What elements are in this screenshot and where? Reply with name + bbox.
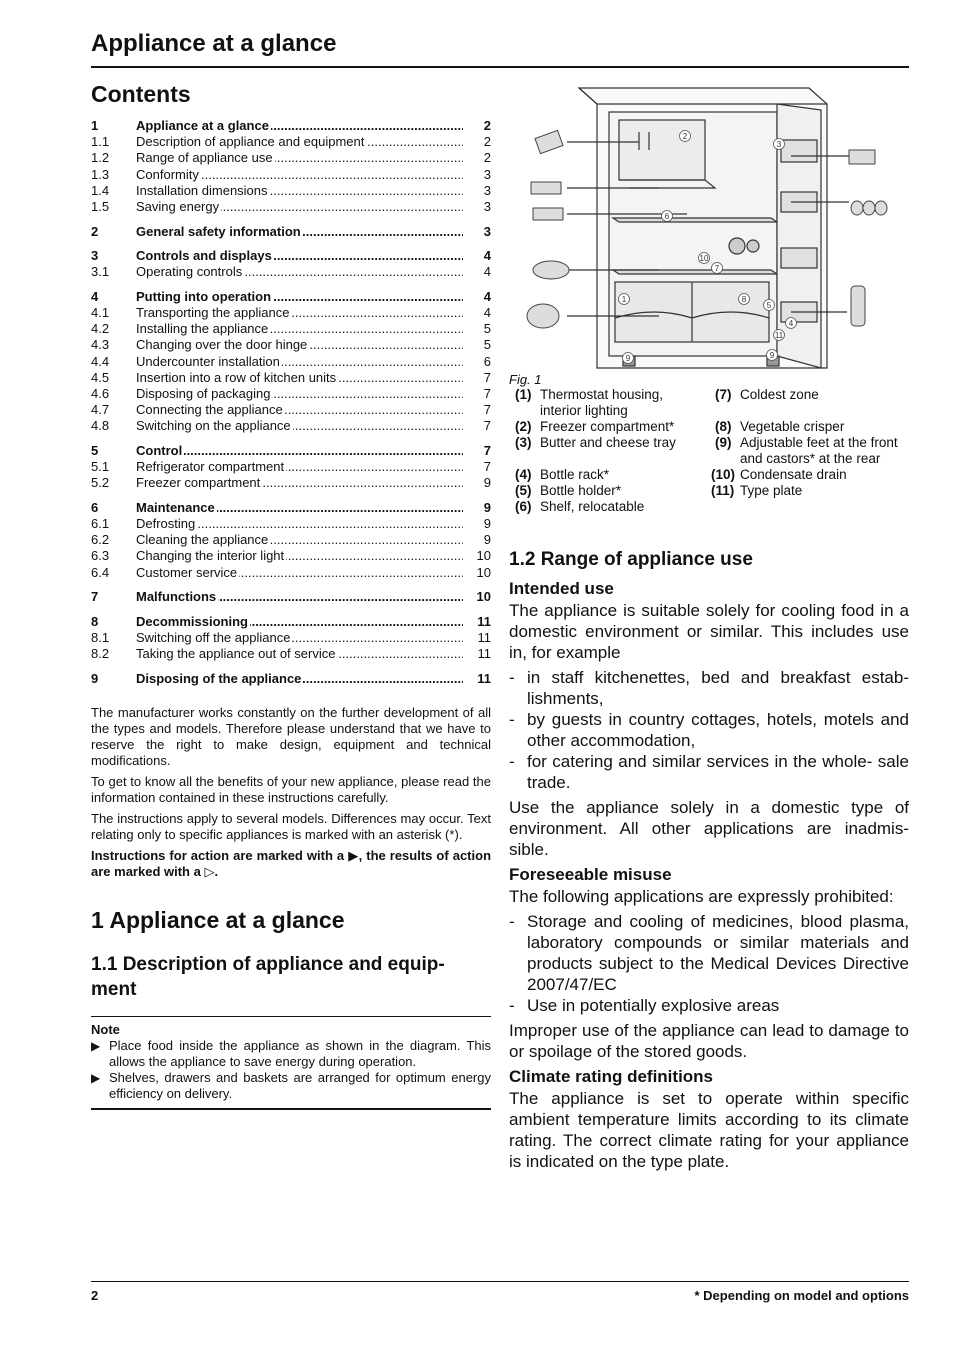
toc-page: 4 bbox=[483, 248, 491, 264]
legend-item bbox=[515, 483, 700, 499]
toc-number: 4.6 bbox=[91, 385, 110, 401]
toc-number: 1 bbox=[91, 118, 99, 133]
svg-text:1: 1 bbox=[621, 295, 627, 304]
list-item-text: Storage and cooling of medicines, blood plasma, laboratory compounds or similar materials and products subject to the Medical Devices Directive 2007/47/EC bbox=[527, 912, 909, 994]
toc-title bbox=[136, 118, 463, 134]
toc-title bbox=[136, 589, 463, 605]
legend-item bbox=[711, 467, 912, 483]
toc-title bbox=[136, 614, 463, 630]
toc-page: 10 bbox=[476, 589, 491, 605]
toc-page: 7 bbox=[483, 459, 491, 475]
toc-group-gap bbox=[91, 605, 491, 613]
toc-title bbox=[136, 183, 463, 199]
svg-text:9: 9 bbox=[625, 354, 631, 363]
toc-entry[interactable] bbox=[91, 248, 491, 264]
toc-entry[interactable] bbox=[91, 500, 491, 516]
toc-page: 7 bbox=[483, 369, 491, 385]
toc-number: 8.2 bbox=[91, 646, 110, 662]
legend-text: Coldest zone bbox=[740, 387, 819, 402]
legend-number: (6) bbox=[515, 499, 532, 514]
legend-number: (8) bbox=[715, 419, 732, 434]
toc-title-text: Control bbox=[136, 442, 183, 458]
toc-title bbox=[136, 500, 463, 516]
toc-title-text: Installation dimensions bbox=[136, 182, 268, 198]
callout-4 bbox=[786, 318, 797, 329]
toc-page: 5 bbox=[483, 337, 491, 353]
list-item: - for catering and similar services in the whole- sale trade. bbox=[509, 752, 909, 792]
legend-item bbox=[715, 419, 912, 435]
toc-number: 6.3 bbox=[91, 548, 110, 564]
toc-entry[interactable] bbox=[91, 134, 491, 150]
toc-title-text: Description of appliance and equipment bbox=[136, 134, 365, 150]
toc-number: 4.1 bbox=[91, 305, 110, 321]
toc-title bbox=[136, 224, 463, 240]
callout-6 bbox=[662, 211, 673, 222]
subsection-heading: 1.1 Description of appliance and equip- ment bbox=[91, 953, 445, 1000]
toc-number: 4.5 bbox=[91, 369, 110, 385]
list-item: - Use in potentially explosive areas bbox=[509, 995, 909, 1016]
action-triangle-icon: ▶ bbox=[348, 847, 359, 863]
toc-number: 6.4 bbox=[91, 564, 110, 580]
left-column bbox=[91, 80, 491, 1110]
legend-item bbox=[715, 387, 912, 403]
legend-text: Bottle holder* bbox=[540, 483, 622, 498]
toc-number: 8 bbox=[91, 613, 99, 629]
toc-entry[interactable] bbox=[91, 418, 491, 434]
misuse-paragraph: The following applications are expressly prohibited: bbox=[509, 887, 894, 906]
toc-title bbox=[136, 443, 463, 459]
toc-page: 3 bbox=[483, 166, 491, 182]
toc-number: 1.5 bbox=[91, 198, 110, 214]
note-item-text: Place food inside the appliance as shown in the diagram. This allows the appliance to save energy during operation. bbox=[109, 1037, 491, 1069]
legend-text: Type plate bbox=[740, 483, 803, 498]
toc-entry[interactable] bbox=[91, 167, 491, 183]
toc-number: 2 bbox=[91, 223, 99, 239]
list-item-text: in staff kitchenettes, bed and breakfast estab- lishments, bbox=[527, 668, 909, 708]
callout-8 bbox=[739, 294, 750, 305]
toc-title-text: Malfunctions bbox=[136, 589, 217, 605]
toc-page: 2 bbox=[483, 150, 491, 166]
legend-item bbox=[711, 483, 912, 499]
footer-note: * Depending on model and options bbox=[694, 1288, 909, 1303]
list-item-text: Use in potentially explosive areas bbox=[527, 996, 780, 1015]
legend-item bbox=[515, 435, 700, 451]
toc-title bbox=[136, 248, 463, 264]
fridge-illustration bbox=[509, 80, 909, 370]
section-heading: 1 Appliance at a glance bbox=[91, 906, 345, 933]
toc-entry[interactable] bbox=[91, 321, 491, 337]
toc-number: 1.3 bbox=[91, 166, 110, 182]
toc-number: 9 bbox=[91, 670, 99, 686]
svg-text:2: 2 bbox=[682, 132, 688, 141]
toc-number: 6 bbox=[91, 499, 99, 515]
toc-number: 6.1 bbox=[91, 516, 110, 532]
svg-text:3: 3 bbox=[776, 140, 782, 149]
intro-text bbox=[91, 705, 491, 880]
toc-number: 5 bbox=[91, 442, 99, 458]
legend-item bbox=[515, 499, 700, 515]
toc-page: 11 bbox=[477, 670, 491, 686]
toc-group-gap bbox=[91, 492, 491, 500]
callout-7 bbox=[712, 263, 723, 274]
toc-title-text: Taking the appliance out of service bbox=[136, 646, 336, 662]
toc-entry[interactable] bbox=[91, 548, 491, 564]
page-number: 2 bbox=[91, 1288, 99, 1303]
toc-page: 7 bbox=[483, 442, 491, 458]
toc-page: 10 bbox=[476, 548, 491, 564]
legend-number: (5) bbox=[515, 483, 532, 498]
toc-page: 4 bbox=[483, 264, 491, 280]
toc-title-text: Changing the interior light bbox=[136, 548, 285, 564]
toc-title-text: Switching off the appliance bbox=[136, 629, 291, 645]
toc-page: 11 bbox=[477, 629, 491, 645]
toc-title-text: Switching on the appliance bbox=[136, 418, 291, 434]
intro-paragraph: The manufacturer works constantly on the further development of all the types and models. Therefore please understand that we have to reserve the right to make design, equipment and technical modifications. bbox=[91, 704, 491, 768]
intended-use-paragraph: Use the appliance solely in a domestic type of environment. All other applications are inadmis- sible. bbox=[509, 798, 909, 859]
toc-title bbox=[136, 289, 463, 305]
toc-title bbox=[136, 548, 463, 564]
legend-number: (7) bbox=[715, 387, 732, 402]
toc-entry[interactable] bbox=[91, 671, 491, 687]
legend-text: Bottle rack* bbox=[540, 467, 610, 482]
svg-text:7: 7 bbox=[714, 264, 720, 273]
toc-entry[interactable] bbox=[91, 150, 491, 166]
toc-page: 3 bbox=[483, 182, 491, 198]
intended-use-list bbox=[509, 667, 909, 793]
toc-entry[interactable] bbox=[91, 337, 491, 353]
toc-number: 4.4 bbox=[91, 353, 110, 369]
toc-title bbox=[136, 305, 463, 321]
action-triangle-icon: ▶ bbox=[91, 1070, 101, 1085]
toc-number: 5.2 bbox=[91, 475, 110, 491]
toc-page: 4 bbox=[483, 305, 491, 321]
svg-text:9: 9 bbox=[769, 351, 775, 360]
legend-number: (2) bbox=[515, 419, 532, 434]
callout-11 bbox=[774, 330, 785, 341]
toc-page: 9 bbox=[483, 516, 491, 532]
legend-item bbox=[515, 467, 700, 483]
toc-entry[interactable] bbox=[91, 289, 491, 305]
svg-text:5: 5 bbox=[766, 301, 772, 310]
legend-number: (1) bbox=[515, 387, 532, 402]
toc-group-gap bbox=[91, 280, 491, 288]
toc-page: 2 bbox=[483, 134, 491, 150]
callout-2 bbox=[680, 131, 691, 142]
range-of-use-text bbox=[509, 578, 909, 1172]
toc-title-text: Appliance at a glance bbox=[136, 118, 269, 133]
toc-title-text: Conformity bbox=[136, 166, 199, 182]
page-header-title: Appliance at a glance bbox=[91, 30, 337, 57]
legend-number: (10) bbox=[711, 467, 736, 482]
toc-title-text: Cleaning the appliance bbox=[136, 532, 269, 548]
legend-number: (4) bbox=[515, 467, 532, 482]
list-item: - by guests in country cottages, hotels, motels and other accommodation, bbox=[509, 710, 909, 750]
toc-title-text: Saving energy bbox=[136, 198, 220, 214]
toc-entry[interactable] bbox=[91, 646, 491, 662]
climate-heading: Climate rating definitions bbox=[509, 1067, 714, 1086]
toc-title-text: Customer service bbox=[136, 564, 238, 580]
toc-entry[interactable] bbox=[91, 402, 491, 418]
header-rule bbox=[91, 66, 909, 68]
callout-10 bbox=[699, 253, 710, 264]
toc-entry[interactable] bbox=[91, 475, 491, 491]
toc-entry[interactable] bbox=[91, 565, 491, 581]
legend-number: (11) bbox=[711, 483, 735, 498]
intro-paragraph: To get to know all the benefits of your new appliance, please read the information contained in these instructions carefully. bbox=[91, 773, 491, 805]
toc-entry[interactable] bbox=[91, 630, 491, 646]
toc-page: 9 bbox=[483, 475, 491, 491]
misuse-list bbox=[509, 911, 909, 1016]
toc-title-text: Connecting the appliance bbox=[136, 402, 283, 418]
action-triangle-icon: ▶ bbox=[91, 1038, 101, 1053]
toc-entry[interactable] bbox=[91, 305, 491, 321]
toc-title bbox=[136, 418, 463, 434]
toc-title-text: Range of appliance use bbox=[136, 150, 273, 166]
table-of-contents bbox=[91, 118, 491, 687]
svg-text:4: 4 bbox=[788, 319, 794, 328]
toc-title-text: Operating controls bbox=[136, 264, 243, 280]
toc-entry[interactable] bbox=[91, 370, 491, 386]
misuse-heading: Foreseeable misuse bbox=[509, 865, 672, 884]
toc-number: 6.2 bbox=[91, 532, 110, 548]
toc-title-text: Decommissioning bbox=[136, 613, 248, 629]
toc-page: 11 bbox=[477, 613, 491, 629]
toc-group-gap bbox=[91, 215, 491, 223]
toc-title bbox=[136, 565, 463, 581]
toc-title bbox=[136, 475, 463, 491]
legend-text: Condensate drain bbox=[740, 467, 847, 482]
toc-title bbox=[136, 167, 463, 183]
list-item: - in staff kitchenettes, bed and breakfast estab- lishments, bbox=[509, 668, 909, 708]
toc-page: 9 bbox=[483, 532, 491, 548]
toc-title-text: Refrigerator compartment bbox=[136, 459, 285, 475]
toc-number: 3.1 bbox=[91, 264, 110, 280]
toc-title-text: General safety information bbox=[136, 223, 301, 239]
instruction-text: . bbox=[214, 863, 219, 879]
note-item bbox=[91, 1070, 491, 1102]
toc-page: 5 bbox=[483, 321, 491, 337]
toc-number: 1.4 bbox=[91, 182, 110, 198]
fridge-diagram bbox=[509, 80, 909, 370]
toc-title bbox=[136, 321, 463, 337]
toc-number: 8.1 bbox=[91, 629, 110, 645]
toc-group-gap bbox=[91, 662, 491, 670]
toc-group-gap bbox=[91, 581, 491, 589]
toc-title-text: Putting into operation bbox=[136, 288, 272, 304]
toc-page: 3 bbox=[483, 198, 491, 214]
instruction-text: Instructions for action are marked with a bbox=[91, 847, 349, 863]
legend-text: Vegetable crisper bbox=[740, 419, 845, 434]
toc-entry[interactable] bbox=[91, 516, 491, 532]
toc-title bbox=[136, 671, 463, 687]
climate-paragraph: The appliance is set to operate within specific ambient temperature limits according to its climate rating. The correct climate rating for your appliance is indicated on the type plate. bbox=[509, 1089, 909, 1171]
toc-number: 4 bbox=[91, 288, 99, 304]
callout-5 bbox=[764, 300, 775, 311]
toc-entry[interactable] bbox=[91, 354, 491, 370]
toc-entry[interactable] bbox=[91, 199, 491, 215]
legend-item bbox=[515, 419, 700, 435]
toc-title bbox=[136, 264, 463, 280]
callout-1 bbox=[619, 294, 630, 305]
toc-page: 7 bbox=[483, 385, 491, 401]
toc-number: 1.1 bbox=[91, 134, 110, 150]
svg-text:10: 10 bbox=[699, 254, 709, 263]
svg-text:8: 8 bbox=[741, 295, 747, 304]
toc-entry[interactable] bbox=[91, 386, 491, 402]
toc-title-text: Insertion into a row of kitchen units bbox=[136, 369, 337, 385]
toc-entry[interactable] bbox=[91, 532, 491, 548]
toc-number: 4.7 bbox=[91, 402, 110, 418]
toc-title bbox=[136, 150, 463, 166]
toc-title-text: Transporting the appliance bbox=[136, 305, 290, 321]
toc-title-text: Undercounter installation bbox=[136, 353, 280, 369]
toc-page: 3 bbox=[483, 223, 491, 239]
misuse-paragraph: Improper use of the appliance can lead to damage to or spoilage of the stored goods. bbox=[509, 1021, 909, 1061]
toc-title-text: Freezer compartment bbox=[136, 475, 261, 491]
toc-entry[interactable] bbox=[91, 264, 491, 280]
note-title: Note bbox=[91, 1021, 120, 1037]
toc-number: 4.2 bbox=[91, 321, 110, 337]
toc-title-text: Maintenance bbox=[136, 499, 215, 515]
toc-title bbox=[136, 199, 463, 215]
svg-text:6: 6 bbox=[664, 212, 670, 221]
toc-title-text: Defrosting bbox=[136, 516, 196, 532]
footer-rule bbox=[91, 1281, 909, 1282]
note-box bbox=[91, 1016, 491, 1110]
list-item-text: for catering and similar services in the whole- sale trade. bbox=[527, 752, 909, 792]
list-item: - Storage and cooling of medicines, blood plasma, laboratory compounds or similar materials and products subject to the Medical Devices Directive 2007/47/EC bbox=[509, 912, 909, 994]
list-item-text: by guests in country cottages, hotels, motels and other accommodation, bbox=[527, 710, 909, 750]
intro-paragraph: The instructions apply to several models. Differences may occur. Text relating only to specific appliances is marked with an asterisk (*). bbox=[91, 810, 491, 842]
toc-title-text: Controls and displays bbox=[136, 248, 272, 264]
toc-title bbox=[136, 646, 463, 662]
toc-page: 9 bbox=[483, 499, 491, 515]
figure-caption: Fig. 1 bbox=[509, 372, 542, 387]
toc-page: 10 bbox=[476, 564, 491, 580]
legend-item bbox=[715, 435, 912, 467]
toc-title bbox=[136, 402, 463, 418]
toc-entry[interactable] bbox=[91, 183, 491, 199]
callout-9-left bbox=[623, 353, 634, 364]
legend-text: Thermostat housing, interior lighting bbox=[540, 387, 664, 418]
toc-title bbox=[136, 370, 463, 386]
contents-heading: Contents bbox=[91, 81, 191, 107]
toc-title bbox=[136, 354, 463, 370]
legend-number: (3) bbox=[515, 435, 532, 450]
toc-group-gap bbox=[91, 240, 491, 248]
instruction-text: , the results of action are marked with a bbox=[91, 847, 492, 879]
toc-page: 2 bbox=[483, 118, 491, 133]
toc-page: 7 bbox=[483, 418, 491, 434]
toc-title-text: Changing over the door hinge bbox=[136, 337, 308, 353]
figure-legend bbox=[509, 387, 909, 537]
legend-item bbox=[515, 387, 700, 419]
toc-title bbox=[136, 337, 463, 353]
intended-use-paragraph: The appliance is suitable solely for cooling food in a domestic environment or similar. This includes use in, for example bbox=[509, 601, 909, 662]
legend-text: Freezer compartment* bbox=[540, 419, 675, 434]
toc-title bbox=[136, 630, 463, 646]
toc-entry[interactable] bbox=[91, 443, 491, 459]
toc-title bbox=[136, 386, 463, 402]
toc-entry[interactable] bbox=[91, 459, 491, 475]
callout-9-right bbox=[767, 350, 778, 361]
toc-number: 5.1 bbox=[91, 459, 110, 475]
callout-3 bbox=[774, 139, 785, 150]
toc-title-text: Disposing of the appliance bbox=[136, 670, 302, 686]
toc-title-text: Installing the appliance bbox=[136, 321, 269, 337]
toc-title bbox=[136, 459, 463, 475]
toc-title-text: Disposing of packaging bbox=[136, 385, 271, 401]
toc-title bbox=[136, 532, 463, 548]
result-triangle-icon: ▷ bbox=[204, 863, 215, 879]
note-item bbox=[91, 1038, 491, 1070]
toc-page: 4 bbox=[483, 288, 491, 304]
legend-text: Butter and cheese tray bbox=[540, 435, 676, 450]
toc-page: 6 bbox=[483, 353, 491, 369]
toc-title bbox=[136, 134, 463, 150]
note-item-text: Shelves, drawers and baskets are arranged for optimum energy efficiency on delivery. bbox=[109, 1069, 491, 1101]
legend-text: Adjustable feet at the front and castors* at the rear bbox=[740, 435, 898, 466]
toc-number: 7 bbox=[91, 589, 99, 605]
toc-entry[interactable] bbox=[91, 589, 491, 605]
toc-page: 7 bbox=[483, 402, 491, 418]
toc-entry[interactable] bbox=[91, 118, 491, 134]
toc-title bbox=[136, 516, 463, 532]
toc-entry[interactable] bbox=[91, 224, 491, 240]
intro-instruction-paragraph bbox=[91, 848, 491, 880]
toc-number: 1.2 bbox=[91, 150, 110, 166]
svg-text:11: 11 bbox=[774, 331, 784, 340]
toc-number: 4.3 bbox=[91, 337, 110, 353]
toc-number: 3 bbox=[91, 248, 99, 264]
toc-page: 11 bbox=[477, 646, 491, 662]
toc-group-gap bbox=[91, 435, 491, 443]
subsection-heading: 1.2 Range of appliance use bbox=[509, 549, 753, 570]
legend-number: (9) bbox=[715, 435, 732, 450]
intended-use-heading: Intended use bbox=[509, 579, 614, 598]
toc-number: 4.8 bbox=[91, 418, 110, 434]
right-column bbox=[509, 80, 909, 1176]
toc-entry[interactable] bbox=[91, 614, 491, 630]
legend-text: Shelf, relocatable bbox=[540, 499, 645, 514]
